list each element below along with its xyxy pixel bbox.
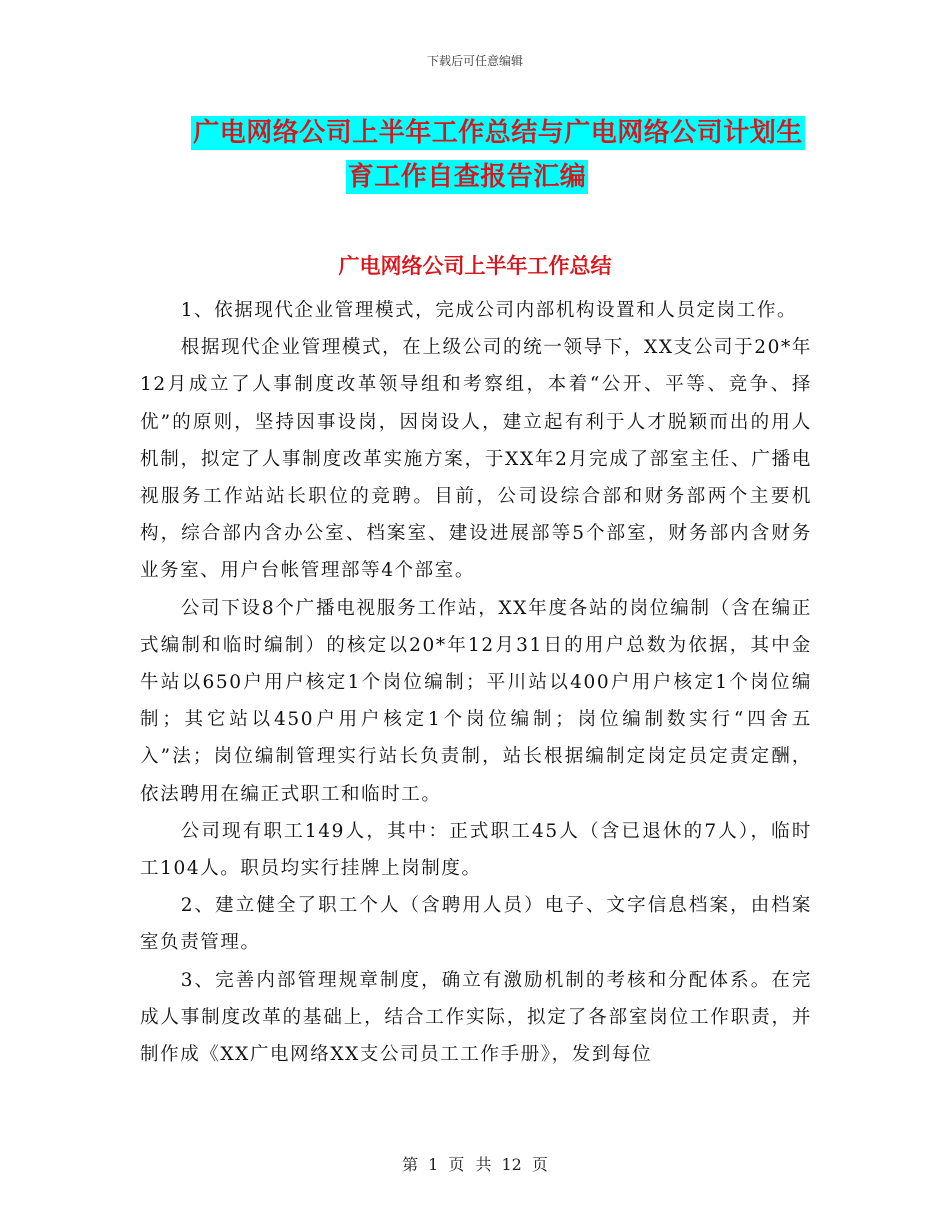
paragraph: 公司下设8个广播电视服务工作站，XX年度各站的岗位编制（含在编正式编制和临时编制）的核定以20*年12月31日的用户总数为依据，其中金牛站以650户用户核定1个岗位编制；平川站以400户用户核定1个岗位编制；其它站以450户用户核定1个岗位编制；岗位编制数实行“四舍五入”法；岗位编制管理实行站长负责制，站长根据编制定岗定员定责定酬，依法聘用在编正式职工和临时工。 <box>140 597 812 805</box>
total-pages-number: 12 <box>501 1155 522 1174</box>
paragraph: 2、建立健全了职工个人（含聘用人员）电子、文字信息档案，由档案室负责管理。 <box>140 895 812 954</box>
document-title-line-2 <box>0 156 942 193</box>
document-body <box>140 292 812 1073</box>
document-title-text-1: 广电网络公司上半年工作总结与广电网络公司计划生 <box>193 118 803 148</box>
paragraph: 公司现有职工149人，其中：正式职工45人（含已退休的7人），临时工104人。职员均实行挂牌上岗制度。 <box>140 820 812 880</box>
page-label-suffix: 页 <box>531 1155 548 1174</box>
paragraph: 根据现代企业管理模式，在上级公司的统一领导下，XX支公司于20*年12月成立了人事制度改革领导组和考察组，本着“公开、平等、竞争、择优”的原则，坚持因事设岗，因岗设人，建立起有利于人才脱颖而出的用人机制，拟定了人事制度改革实施方案，于XX年2月完成了部室主任、广播电视服务工作站站长职位的竞聘。目前，公司设综合部和财务部两个主要机构，综合部内含办公室、档案室、建设进展部等5个部室，财务部内含财务业务室、用户台帐管理部等4个部室。 <box>140 337 812 582</box>
header-note: 下载后可任意编辑 <box>426 54 523 68</box>
document-title-line-1 <box>23 112 950 149</box>
page-label-prefix: 第 <box>402 1155 419 1174</box>
paragraph: 1、依据现代企业管理模式，完成公司内部机构设置和人员定岗工作。 <box>180 300 798 321</box>
section-heading: 广电网络公司上半年工作总结 <box>338 254 612 278</box>
current-page-number: 1 <box>428 1155 439 1174</box>
document-title-text-2: 育工作自查报告汇编 <box>347 162 587 192</box>
paragraph: 3、完善内部管理规章制度，确立有激励机制的考核和分配体系。在完成人事制度改革的基础上，结合工作实际，拟定了各部室岗位工作职责，并制作成《XX广电网络XX支公司员工工作手册》，发到每位 <box>140 969 812 1066</box>
page-footer <box>0 1152 950 1175</box>
page-label-mid: 页 共 <box>448 1155 492 1174</box>
